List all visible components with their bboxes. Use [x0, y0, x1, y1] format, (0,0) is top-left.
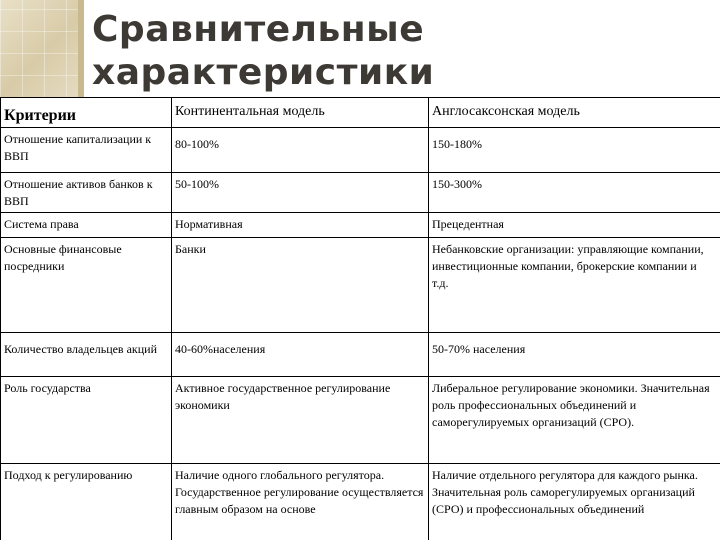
table-cell: 80-100%	[172, 128, 429, 173]
table-cell: Банки	[172, 238, 429, 333]
table-row	[1, 464, 720, 540]
table-cell: Количество владельцев акций	[1, 333, 172, 377]
header-criteria: Критерии	[1, 98, 172, 128]
table-cell: Наличие одного глобального регулятора. Государственное регулирование осуществляется главным образом на основе	[172, 464, 429, 540]
table-cell: 50-70% населения	[429, 333, 720, 377]
table-cell: Небанковские организации: управляющие компании, инвестиционные компании, брокерские компании и т.д.	[429, 238, 720, 333]
table-cell: Либеральное регулирование экономики. Значительная роль профессиональных объединений и саморегулируемых организаций (СРО).	[429, 377, 720, 464]
decorative-strip	[78, 0, 84, 98]
table-cell: Прецедентная	[429, 213, 720, 238]
table-cell: 150-180%	[429, 128, 720, 173]
table-cell: Роль государства	[1, 377, 172, 464]
table-cell: 40-60%населения	[172, 333, 429, 377]
decorative-corner-tile	[0, 0, 78, 98]
table-row	[1, 173, 720, 213]
table-cell: 50-100%	[172, 173, 429, 213]
comparison-table-container	[0, 97, 720, 540]
table-cell: Подход к регулированию	[1, 464, 172, 540]
table-cell: Основные финансовые посредники	[1, 238, 172, 333]
table-cell: 150-300%	[429, 173, 720, 213]
table-cell: Отношение активов банков к ВВП	[1, 173, 172, 213]
table-cell: Отношение капитализации к ВВП	[1, 128, 172, 173]
table-row	[1, 238, 720, 333]
table-header-row	[1, 98, 720, 128]
table-row	[1, 333, 720, 377]
table-row	[1, 128, 720, 173]
comparison-table	[0, 97, 720, 540]
table-cell: Активное государственное регулирование экономики	[172, 377, 429, 464]
table-cell: Система права	[1, 213, 172, 238]
table-cell: Наличие отдельного регулятора для каждого рынка. Значительная роль саморегулируемых организаций (СРО) и профессиональных объединений	[429, 464, 720, 540]
slide-title: Сравнительные характеристики	[92, 9, 435, 93]
header-continental-model: Континентальная модель	[172, 98, 429, 128]
table-cell: Нормативная	[172, 213, 429, 238]
table-row	[1, 213, 720, 238]
header-anglo-saxon-model: Англосаксонская модель	[429, 98, 720, 128]
table-row	[1, 377, 720, 464]
